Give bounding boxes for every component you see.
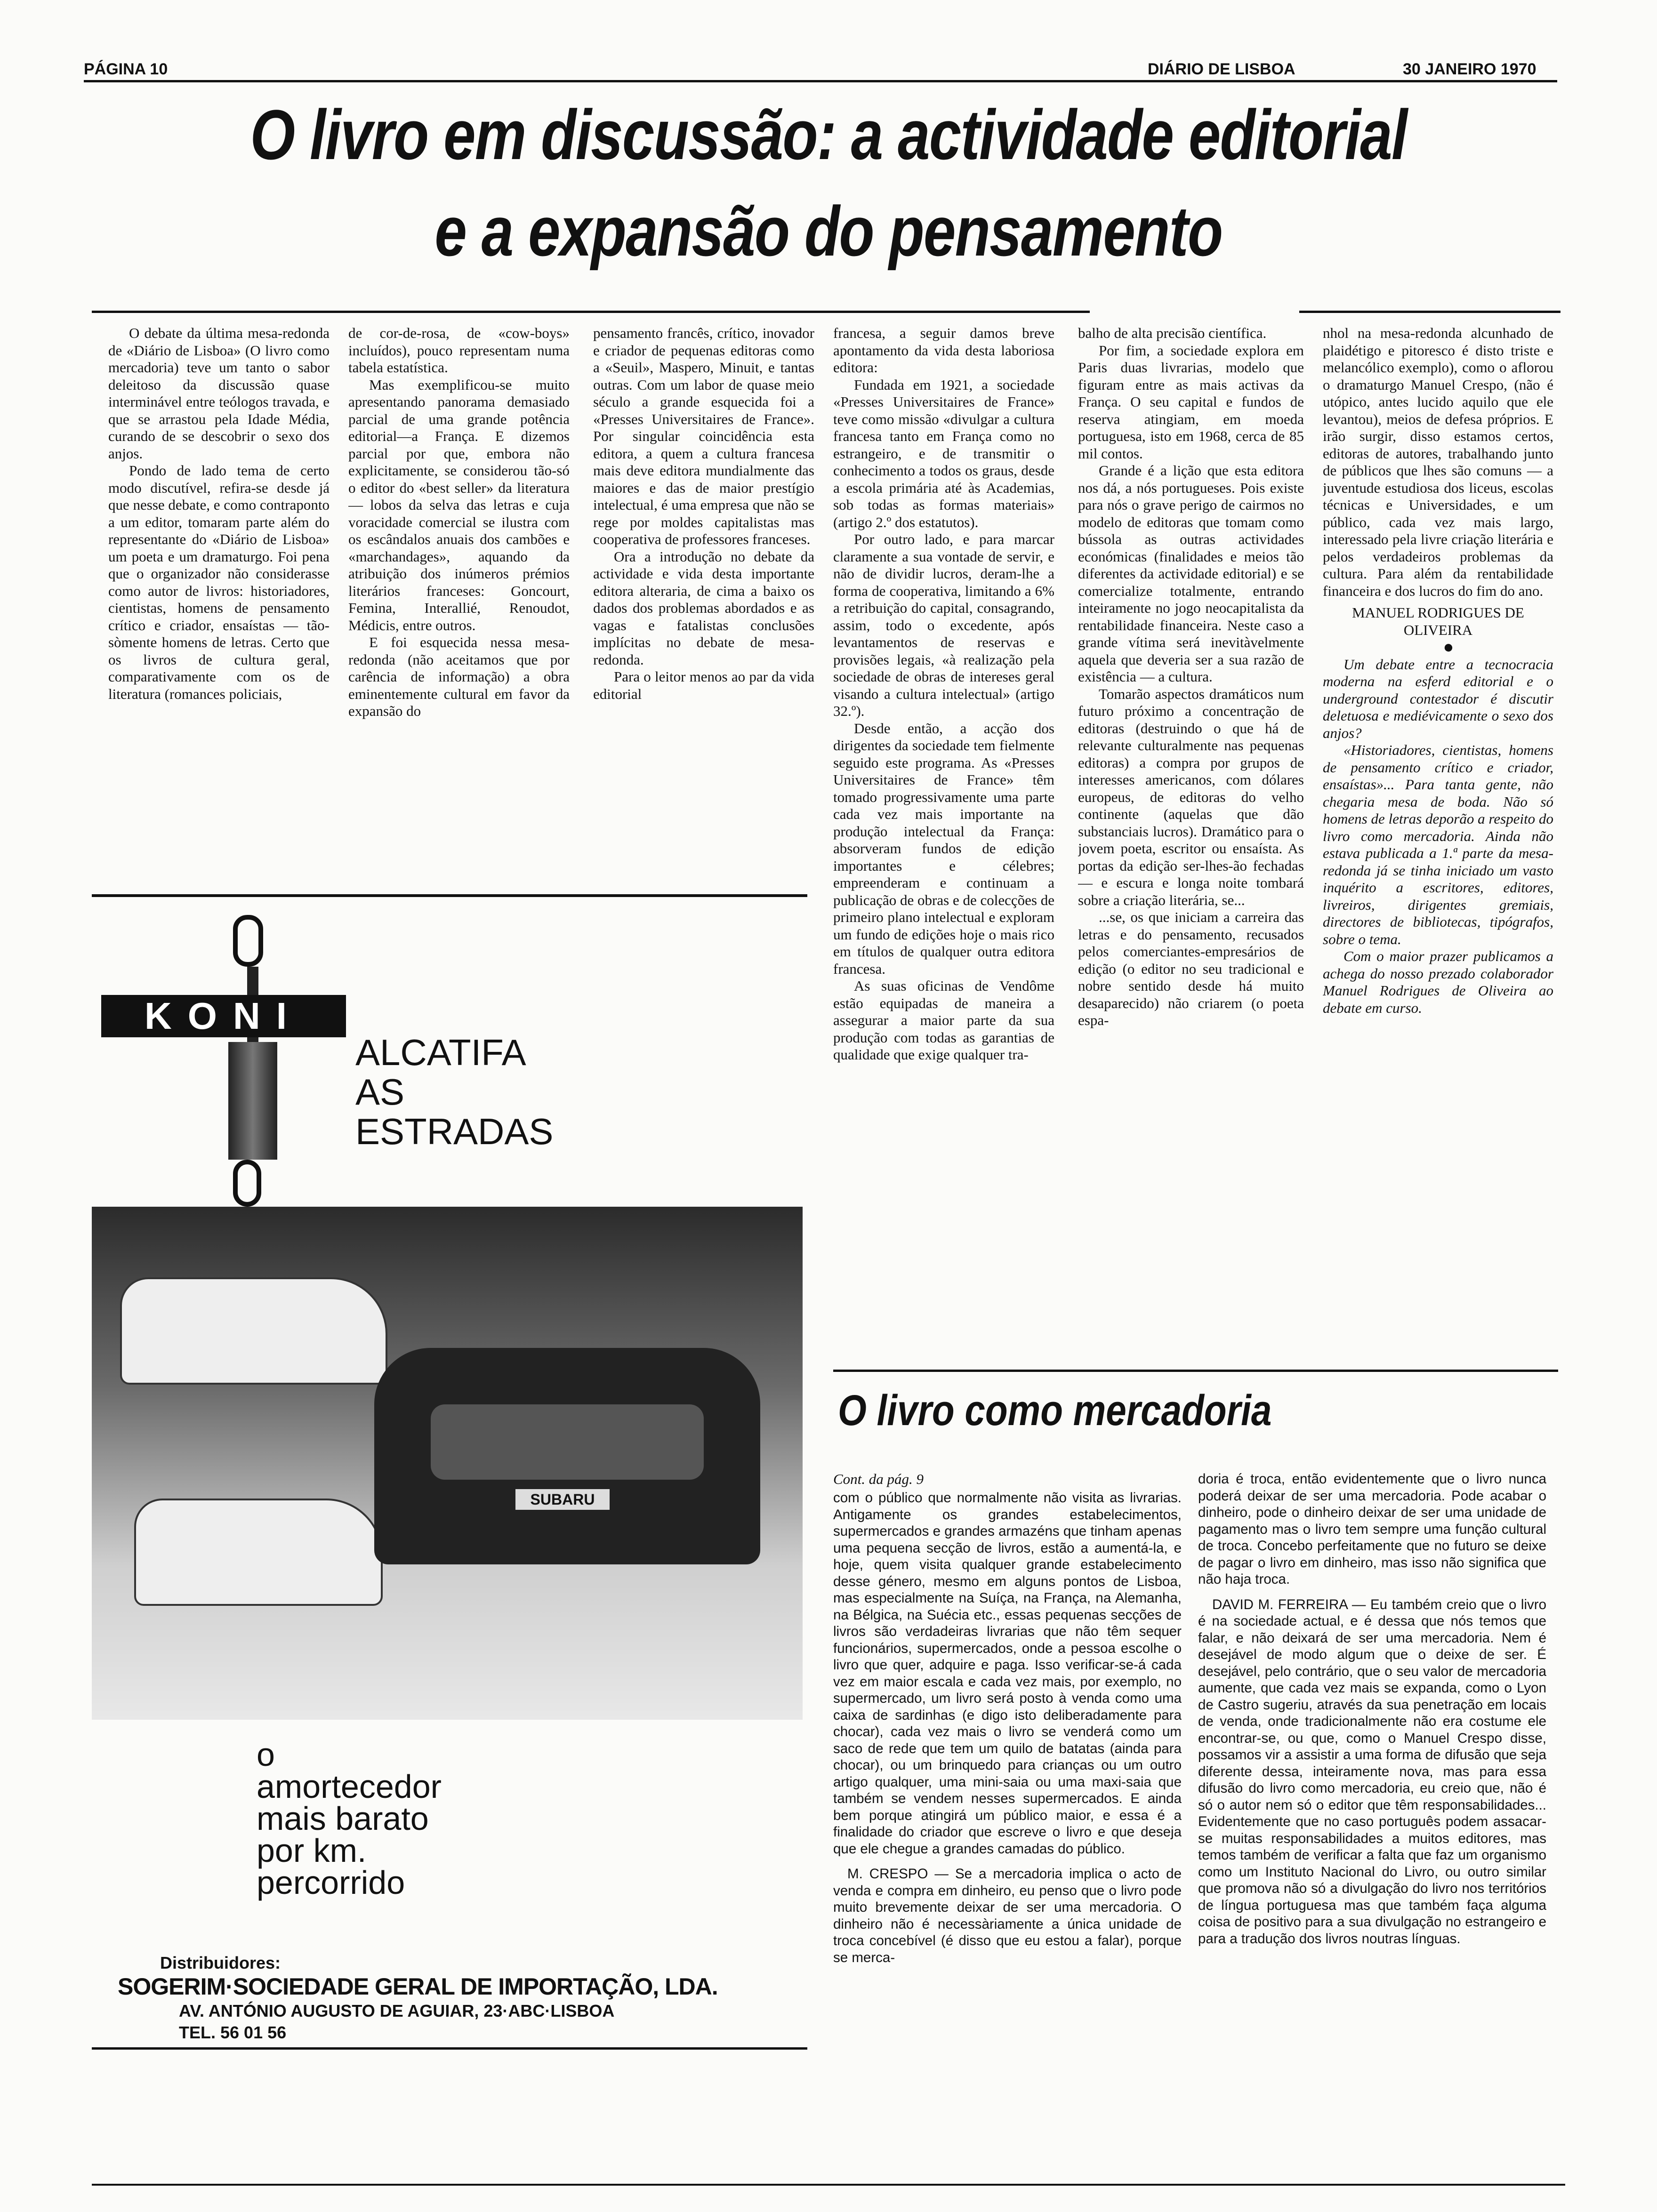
continuation-note: Cont. da pág. 9 — [833, 1471, 924, 1487]
paragraph: Por outro lado, e para marcar claramente a sua vontade de servir, e não de dividir lucros, deram-lhe a forma de cooperativa, limitando a 6% a retribuição do capital, consagrando, assim, todo o excedente, após levantamentos de reservas e provisões legais, «à realização pela sociedade de obras de intereses geral visando a cultura intelectual» (artigo 32.º). — [833, 531, 1054, 719]
tagline-line: ALCATIFA — [355, 1032, 526, 1073]
tagline-line: AS — [355, 1071, 405, 1113]
newspaper-name: DIÁRIO DE LISBOA — [1148, 60, 1295, 78]
article-top-rule — [92, 311, 1090, 313]
article-column-4 — [833, 325, 1054, 1358]
paragraph: DAVID M. FERREIRA — Eu também creio que o livro é na sociedade actual, e é dessa que nós temos que falar, e não deixará de ser uma mercadoria. Nem é desejável de modo algum que o deixe de ser. É desejável, pelo contrário, que o seu valor de mercadoria aumente, que cada vez mais se expanda, como o Lyon de Castro sugeriu, através da sua penetração em locais de venda, onde tradicionalmente não era costume ele encontrar-se, ou que, como o Manuel Crespo disse, possamos vir a assistir a uma forma de difusão que seja diferente dessa, inteiramente nova, mas para essa difusão do livro como mercadoria, eu creio que, não é só o autor nem só o editor que têm responsabilidades... Evidentemente que no caso português podem assacar-se muitas responsabilidades a muitos editores, mas temos também de verificar a falta que faz um organismo como um Instituto Nacional do Livro, ou outro similar que promova não só a divulgação do livro nos territórios de língua portuguesa mas que também faça alguma coisa de positivo para a sua divulgação no estrangeiro e para a tradução dos livros noutras línguas. — [1198, 1596, 1546, 1947]
distributor-address: AV. ANTÓNIO AUGUSTO DE AGUIAR, 23·ABC·LISBOA — [179, 2001, 615, 2020]
header-rule — [84, 80, 1557, 82]
page-bottom-rule — [92, 2184, 1565, 2186]
mercadoria-column-a — [833, 1490, 1182, 2148]
paragraph: Grande é a lição que esta editora nos dá, a nós portugueses. Pois existe para nós o grave perigo de cairmos no modelo de editoras que tomam como bússola as outras actividades económicas (finalidades e meios tão diferentes da actividade editorial) e se comercialize totalmente, entrando inteiramente no jogo neocapitalista da rentabilidade financeira. Neste caso a grande vítima será inevitàvelmente aquela que deveria ser a sua razão de existência — a cultura. — [1078, 462, 1304, 685]
paragraph: As suas oficinas de Vendôme estão equipadas de maneira a assegurar a maior parte da sua produção com todas as garantias de qualidade que exige qualquer tra- — [833, 978, 1054, 1063]
paragraph: ...se, os que iniciam a carreira das letras e do pensamento, recusados pelos comerciantes-empresários de edição (o editor no seu tradicional e nobre sentido desde há muito desaparecido) não criarem (o poeta espa- — [1078, 909, 1304, 1028]
editor-note: Com o maior prazer publicamos a achega do nosso prezado colaborador Manuel Rodrigues de Oliveira ao debate em curso. — [1323, 948, 1553, 1016]
paragraph: francesa, a seguir damos breve apontamento da vida desta laboriosa editora: — [833, 325, 1054, 376]
shock-absorber-eye-top — [233, 915, 263, 967]
paragraph: E foi esquecida nessa mesa-redonda (não aceitamos que por carência de informação) a obra eminentemente cultural em favor da expansão do — [348, 634, 570, 719]
paragraph: doria é troca, então evidentemente que o livro nunca poderá deixar de ser uma mercadoria. Pode acabar o dinheiro, pode o dinheiro deixar de ser uma unidade de pagamento mas o livro tem sempre uma função cultural de troca. Concebo perfeitamente que no futuro se deixe de pagar o livro em dinheiro, mas isso não significa que não haja troca. — [1198, 1471, 1546, 1587]
section-rule — [833, 1370, 1558, 1372]
distributor-name: SOGERIM·SOCIEDADE GERAL DE IMPORTAÇÃO, LDA. — [118, 1973, 718, 2000]
mercadoria-column-b — [1198, 1471, 1546, 2148]
advert-photo — [92, 1207, 803, 1720]
editor-note: Um debate entre a tecnocracia moderna na esferd editorial e o underground contestador é discutir deletuosa e mediévicamente o sexo dos anjos? — [1323, 656, 1553, 741]
distributors-label: Distribuidores: — [160, 1953, 281, 1972]
koni-advertisement — [92, 896, 807, 1946]
slogan-line: percorrido — [257, 1864, 405, 1901]
slogan-line: por km. — [257, 1832, 367, 1869]
article-column-6 — [1323, 325, 1553, 1360]
distributor-phone: TEL. 56 01 56 — [179, 2023, 287, 2042]
license-plate: SUBARU — [515, 1489, 610, 1510]
issue-date: 30 JANEIRO 1970 — [1403, 60, 1536, 78]
paragraph: Para o leitor menos ao par da vida editorial — [593, 668, 814, 702]
paragraph: com o público que normalmente não visita as livrarias. Antigamente os grandes estabelecimentos, supermercados e grandes armazéns que tinham apenas uma pequena secção de livros, estão a aumentá-la, e hoje, quem visita qualquer grande estabelecimento desse género, mesmo em alguns pontos de Lisboa, mas especialmente na Suíça, na França, na Alemanha, na Bélgica, na Suécia etc., essas pequenas secções de livros são verdadeiras livrarias que não têm sequer funcionários, supermercados, onde a pessoa escolhe o livro que quer, adquire e paga. Isso verificar-se-á cada vez em maior escala e cada vez mais, por exemplo, no supermercado, um livro será posto à venda como uma caixa de sardinhas (e digo isto deliberadamente para chocar), cada vez mais o livro se venderá como um saco de rede que tem um quilo de batatas (ainda para chocar), ou um brinquedo para crianças ou um outro artigo qualquer, uma mini-saia ou uma maxi-saia que também se vendem nesses supermercados. E ainda bem porque atingirá um público maior, e essa é a finalidade do criador que escreve o livro e que deseja que ele chegue a grandes camadas do público. — [833, 1490, 1182, 1857]
section-title: O livro como mercadoria — [838, 1387, 1272, 1435]
car-image-white-left — [120, 1277, 387, 1385]
slogan-line: o — [257, 1736, 275, 1773]
author-signature: MANUEL RODRIGUES DE OLIVEIRA — [1352, 604, 1524, 638]
editor-note: «Historiadores, cientistas, homens de pensamento crítico e criador, ensaístas»... Para tanta gente, não chegaria mesa de boda. Não só homens de letras deporão a respeito do livro como mercadoria. Ainda não estava publicada a 1.ª parte da mesa-redonda já se tinha iniciado um vasto inquérito a escritores, editores, livreiros, dirigentes gremiais, directores de bibliotecas, tipógrafos, sobre o tema. — [1323, 742, 1553, 947]
paragraph: Fundada em 1921, a sociedade «Presses Universitaires de France» teve como missão «divulgar a cultura francesa tanto em França como no estrangeiro, e de transmitir o conhecimento a todos os graus, desde a escola primária até às Academias, sob todas as formas materiais» (artigo 2.º dos estatutos). — [833, 376, 1054, 530]
paragraph: Por fim, a sociedade explora em Paris duas livrarias, modelo que figuram entre as mais activas da França. O seu capital e fundos de reserva atingiam, em moeda portuguesa, isto em 1968, cerca de 85 mil contos. — [1078, 342, 1304, 462]
car-image-white-bottom — [134, 1499, 383, 1606]
slogan-line: amortecedor — [257, 1768, 442, 1805]
paragraph: nhol na mesa-redonda alcunhado de plaidétigo e pitoresco é disto triste e melancólico exemplo), como o aflorou o dramaturgo Manuel Crespo, (não é utópico, antes lucido aquilo que ele levantou), meios de defesa próprios. E irão surgir, disso estamos certos, editoras de autores, trabalhando junto de públicos que lhes são comuns — a juventude estudiosa dos liceus, escolas técnicas e Universidades, e um público, cada vez mais largo, interessado pela livre criação literária e pelos verdadeiros problemas da cultura. Para além da rentabilidade financeira e dos lucros do fim do ano. — [1323, 325, 1553, 599]
slogan-line: mais barato — [257, 1800, 429, 1837]
advert-tagline — [355, 1033, 553, 1151]
page-number: PÁGINA 10 — [84, 60, 168, 78]
paragraph: M. CRESPO — Se a mercadoria implica o acto de venda e compra em dinheiro, eu penso que o livro pode muito brevemente deixar de ser uma mercadoria. O dinheiro não é necessàriamente a única unidade de troca concebível (é disso que eu estou a falar), porque se merca- — [833, 1866, 1182, 1965]
paragraph: Pondo de lado tema de certo modo discutível, refira-se desde já que nesse debate, e como contraponto a um editor, tomaram parte além do representante do «Diário de Lisboa» um poeta e um dramaturgo. Foi pena que o organizador não considerasse como autor de livros: historiadores, cientistas, homens de pensamento crítico e criador, ensaístas — tão-sòmente homens de letras. Certo que os livros de cultura geral, comparativamente com os de literatura (romances policiais, — [108, 462, 330, 702]
paragraph: de cor-de-rosa, de «cow-boys» incluídos), pouco representam numa tabela estatística. — [348, 325, 570, 376]
article-column-1 — [108, 325, 330, 871]
article-top-rule-right — [1299, 311, 1560, 313]
shock-absorber-body — [228, 1042, 277, 1160]
article-column-3 — [593, 325, 814, 871]
paragraph: O debate da última mesa-redonda de «Diário de Lisboa» (O livro como mercadoria) teve um tanto o sabor deleitoso da discussão quase interminável entre teólogos travada, e que se arrastou pela Idade Média, curando de se descobrir o sexo dos anjos. — [108, 325, 330, 462]
paragraph: Desde então, a acção dos dirigentes da sociedade tem fielmente seguido este programa. As «Presses Universitaires de France» têm tomado progressivamente uma parte cada vez mais importante na produção intelectual da França: absorveram fundos de edição importantes e célebres; empreenderam e continuam a publicação de obras e de colecções de primeiro plano intelectual e exploram um fundo de edições hoje o mais rico em títulos de qualquer outra editora francesa. — [833, 720, 1054, 977]
paragraph: Mas exemplificou-se muito apresentando panorama demasiado parcial de uma grande potência editorial—a França. E dizemos parcial por que, embora não explicitamente, se considerou tão-só o editor do «best seller» da literatura — lobos da selva das letras e cuja voracidade comercial se ilustra com os escândalos anuais dos cambões e «marchandages», aquando da atribuição dos inúmeros prémios literários franceses: Goncourt, Femina, Interallié, Renoudot, Médicis, entre outros. — [348, 376, 570, 633]
article-column-2 — [348, 325, 570, 871]
advert-slogan — [257, 1736, 442, 1901]
headline-line-1: O livro em discussão: a actividade editorial — [250, 95, 1407, 174]
article-column-5 — [1078, 325, 1304, 1358]
headline-line-2: e a expansão do pensamento — [434, 192, 1223, 271]
bullet-separator: ● — [1443, 637, 1454, 657]
paragraph: pensamento francês, crítico, inovador e criador de pequenas editoras como a «Seuil», Maspero, Minuit, e tantas outras. Com um labor de quase meio século a grande esquecida foi a «Presses Universitaires de France». Por singular coincidência esta editora, a quem a cultura francesa mais deve editora mundialmente das maiores e das de maior prestígio intelectual, é uma empresa que não se rege por moldes capitalistas mas cooperativa de professores franceses. — [593, 325, 814, 547]
paragraph: Tomarão aspectos dramáticos num futuro próximo a concentração de editoras (destruindo o que há de relevante culturalmente nas pequenas editoras) a compra por grupos de interesses americanos, com dólares europeus, de editoras do velho continente (aquelas que dão substanciais lucros). Dramático para o jovem poeta, escritor ou ensaísta. As portas da edição ser-lhes-ão fechadas — e escura e longa noite tombará sobre a criação literária, se... — [1078, 685, 1304, 908]
advert-bottom-rule — [92, 2047, 807, 2050]
car-grille — [431, 1404, 704, 1480]
shock-absorber-eye-bottom — [233, 1160, 261, 1207]
tagline-line: ESTRADAS — [355, 1111, 554, 1152]
paragraph: balho de alta precisão científica. — [1078, 325, 1267, 341]
paragraph: Ora a introdução no debate da actividade e vida desta importante editora alteraria, de cima a baixo os dados dos problemas abordados e as vagas e fatalistas conclusões implícitas no debate de mesa-redonda. — [593, 548, 814, 668]
koni-logo: KONI — [101, 995, 346, 1037]
